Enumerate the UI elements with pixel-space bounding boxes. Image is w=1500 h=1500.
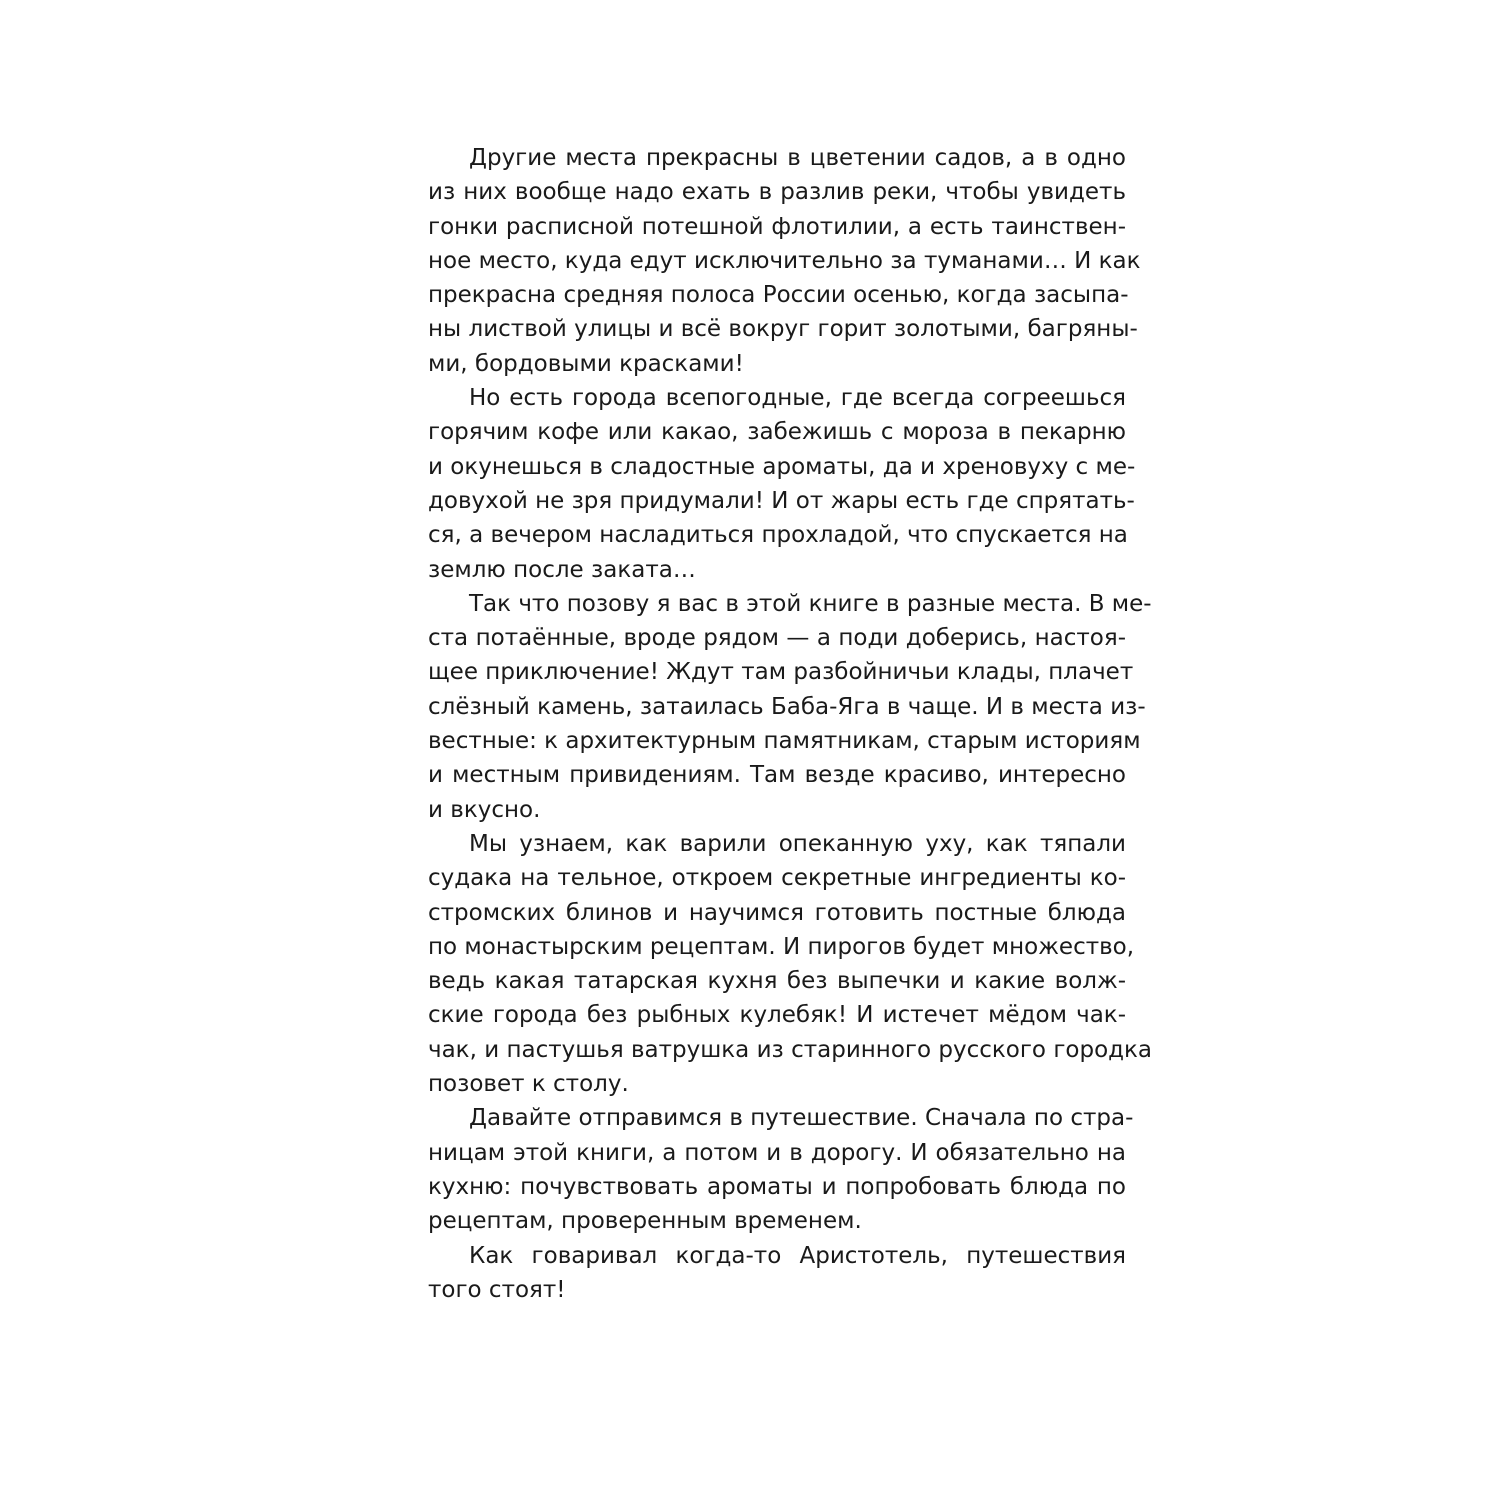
text-line: стромских блинов и научимся готовить постные блюда	[428, 899, 1126, 926]
text-line: довухой не зря придумали! И от жары есть где спрятать-	[428, 487, 1135, 514]
text-line: Другие места прекрасны в цветении садов, а в одно	[469, 145, 1126, 171]
text-line: щее приключение! Ждут там разбойничьи клады, плачет	[428, 659, 1134, 686]
paragraph-2	[428, 381, 1136, 587]
paragraph-5	[428, 1101, 1134, 1238]
text-line: ведь какая татарская кухня без выпечки и какие волж-	[428, 968, 1126, 995]
text-line: Как говаривал когда-то Аристотель, путешествия	[469, 1242, 1126, 1269]
text-line: Давайте отправимся в путешествие. Сначала по стра-	[469, 1105, 1134, 1132]
text-line: и окунешься в сладостные ароматы, да и хреновуху с ме-	[428, 453, 1136, 480]
text-line: судака на тельное, откроем секретные ингредиенты ко-	[428, 865, 1126, 892]
text-line: ские города без рыбных кулебяк! И истечет мёдом чак-	[428, 1002, 1126, 1029]
text-line: рецептам, проверенным временем.	[428, 1208, 862, 1235]
text-line: прекрасна средняя полоса России осенью, когда засыпа-	[428, 282, 1129, 309]
text-line: землю после заката…	[428, 556, 696, 583]
text-line: из них вообще надо ехать в разлив реки, чтобы увидеть	[428, 179, 1126, 206]
text-line: Мы узнаем, как варили опеканную уху, как тяпали	[469, 830, 1126, 857]
text-line: и местным привидениям. Там везде красиво, интересно	[428, 762, 1126, 789]
text-line: вестные: к архитектурным памятникам, старым историям	[428, 728, 1141, 755]
text-line: и вкусно.	[428, 796, 541, 823]
text-line: ны листвой улицы и всё вокруг горит золотыми, багряны-	[428, 316, 1138, 343]
text-line: кухню: почувствовать ароматы и попробовать блюда по	[428, 1173, 1126, 1200]
paragraph-4	[428, 827, 1153, 1101]
text-line: слёзный камень, затаилась Баба-Яга в чаще. И в места из-	[428, 693, 1146, 720]
paragraph-6	[428, 1239, 1126, 1308]
text-line: ницам этой книги, а потом и в дорогу. И обязательно на	[428, 1139, 1126, 1166]
text-line: гонки расписной потешной флотилии, а есть таинствен-	[428, 213, 1126, 240]
text-line: позовет к столу.	[428, 1071, 629, 1098]
body-text	[428, 141, 1153, 1307]
text-line: ми, бордовыми красками!	[428, 350, 744, 377]
text-line: Так что позову я вас в этой книге в разные места. В ме-	[469, 590, 1152, 617]
text-line: Но есть города всепогодные, где всегда согреешься	[469, 385, 1126, 412]
text-line: того стоят!	[428, 1276, 566, 1303]
text-line: по монастырским рецептам. И пирогов будет множество,	[428, 933, 1135, 960]
text-line: чак, и пастушья ватрушка из старинного русского городка	[428, 1036, 1153, 1063]
paragraph-3	[428, 587, 1152, 827]
text-line: ное место, куда едут исключительно за туманами… И как	[428, 247, 1141, 274]
text-line: горячим кофе или какао, забежишь с мороза в пекарню	[428, 419, 1126, 446]
text-line: ся, а вечером насладиться прохладой, что спускается на	[428, 522, 1128, 549]
paragraph-1	[428, 141, 1141, 381]
text-line: ста потаённые, вроде рядом — а поди доберись, настоя-	[428, 625, 1126, 652]
